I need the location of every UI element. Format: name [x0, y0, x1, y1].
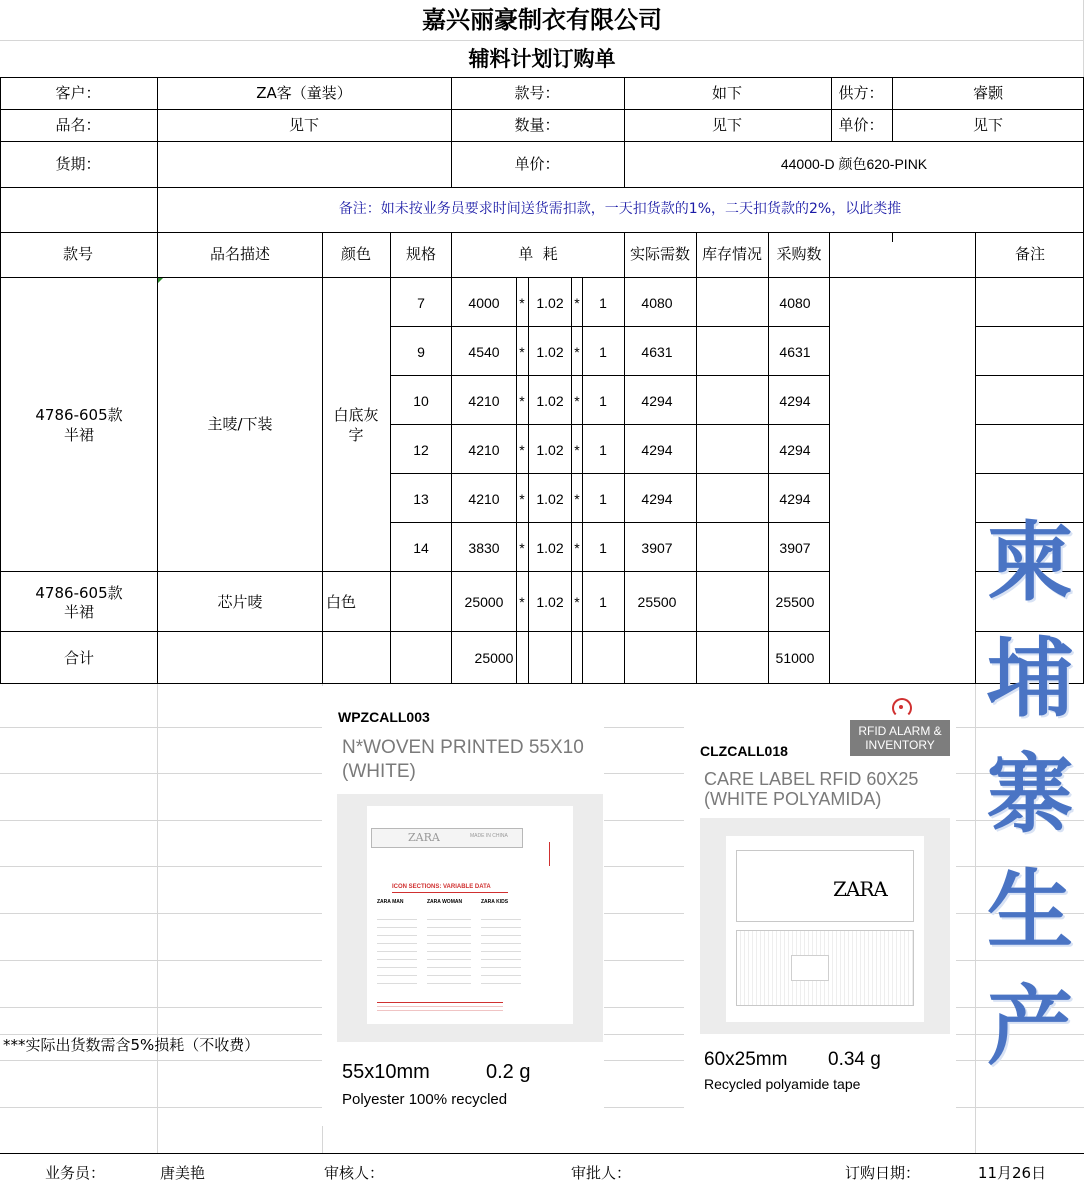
base-cell: 4210: [468, 393, 500, 409]
star-cell: *: [519, 540, 525, 556]
table-border: [0, 683, 1084, 684]
table-border: [451, 77, 452, 187]
label2-title-line2: (WHITE POLYAMIDA): [704, 789, 882, 809]
table-row: [0, 473, 1084, 522]
price-label: 单价：: [514, 155, 560, 173]
icon-list: [377, 912, 417, 986]
stamp-char: 生: [987, 860, 1073, 961]
label2-weight: 0.34 g: [828, 1049, 881, 1070]
size-cell: 14: [413, 540, 429, 556]
label2-image-panel: [700, 818, 950, 1034]
col-header-desc: 品名描述: [209, 245, 271, 263]
table-border: [0, 77, 1084, 78]
footer-border: [0, 1153, 1084, 1154]
need-cell: 4294: [641, 393, 673, 409]
total-purchase: 51000: [775, 650, 815, 666]
table-border: [624, 77, 625, 187]
group-color: 白底灰: [333, 406, 379, 424]
base-cell: 3830: [468, 540, 500, 556]
supplier-label: 供方：: [838, 84, 884, 102]
total-row: [0, 631, 1084, 683]
factor-cell: 1.02: [536, 491, 564, 507]
customer-label: 客户：: [55, 84, 101, 102]
need-cell: 4631: [641, 344, 673, 360]
stamp-char: 埔: [987, 628, 1073, 729]
note-text: 备注：如未按业务员要求时间送货需扣款，一天扣货款的1%，二天扣货款的2%，以此类推: [338, 201, 902, 217]
label2-size: 60x25mm: [704, 1049, 788, 1070]
base-cell: 4000: [468, 295, 500, 311]
table-row: [0, 326, 1084, 375]
gridline: [0, 40, 1084, 41]
label1-col-man: ZARA MAN: [377, 899, 404, 905]
base-cell: 25000: [464, 594, 504, 610]
mult-cell: 1: [599, 491, 607, 507]
col-header-size: 规格: [405, 245, 437, 263]
table-border: [892, 77, 893, 141]
loss-footnote: ***实际出货数需含5%损耗（不收费）: [3, 1036, 260, 1054]
label1-code: WPZCALL003: [338, 709, 430, 725]
label2-title: CARE LABEL RFID 60X25: [704, 769, 919, 789]
mult-cell: 1: [599, 344, 607, 360]
divider: [392, 892, 508, 893]
style-value: 如下: [711, 84, 743, 102]
table-border: [0, 187, 1084, 188]
stamp-char: 产: [987, 976, 1073, 1077]
label2-material: Recycled polyamide tape: [704, 1076, 861, 1092]
cambodia-production-stamp: [978, 512, 1082, 1120]
label1-title-line2: (WHITE): [342, 761, 416, 782]
total-base: 25000: [474, 650, 514, 666]
need-cell: 3907: [641, 540, 673, 556]
need-cell: 4080: [641, 295, 673, 311]
base-cell: 4540: [468, 344, 500, 360]
star-cell: *: [519, 344, 525, 360]
factor-cell: 1.02: [536, 594, 564, 610]
table-border: [831, 77, 832, 141]
size-cell: 13: [413, 491, 429, 507]
delivery-label: 货期：: [55, 155, 101, 173]
quantity-label: 数量：: [514, 116, 560, 134]
size-cell: 7: [417, 295, 425, 311]
rfid-chip-icon: [791, 955, 829, 981]
style-label: 款号：: [514, 84, 560, 102]
label2-rfid-antenna: [736, 930, 914, 1006]
sales-label: 业务员：: [44, 1164, 106, 1182]
col-header-need: 实际需数: [629, 245, 691, 263]
annotation-mark: [549, 842, 570, 866]
mult-cell: 1: [599, 540, 607, 556]
gridline: [157, 684, 158, 1154]
unit-price-value: 见下: [972, 116, 1004, 134]
supplier-value: 睿颢: [972, 84, 1004, 102]
total-label: 合计: [63, 649, 95, 667]
table-row: [0, 522, 1084, 571]
size-cell: 9: [417, 344, 425, 360]
reviewer-label: 审核人：: [324, 1164, 385, 1182]
col-header-style: 款号: [62, 245, 94, 263]
label-card-rfid: [684, 692, 956, 1112]
star-cell: *: [519, 393, 525, 409]
sales-value: 唐美艳: [160, 1164, 206, 1182]
factor-cell: 1.02: [536, 344, 564, 360]
product-label: 品名：: [55, 116, 101, 134]
customer-value: ZA客（童装）: [256, 84, 352, 102]
factor-cell: 1.02: [536, 442, 564, 458]
base-cell: 4210: [468, 491, 500, 507]
col-header-remark: 备注: [1014, 245, 1046, 263]
star-cell: *: [519, 594, 525, 610]
label-card-woven: [322, 686, 604, 1126]
label2-code: CLZCALL018: [700, 743, 788, 759]
approver-label: 审批人：: [571, 1164, 632, 1182]
table-border: [0, 141, 1084, 142]
label1-image-panel: [337, 794, 603, 1042]
star-cell: *: [574, 442, 580, 458]
style-cell: 4786-605款: [35, 584, 123, 602]
mult-cell: 1: [599, 442, 607, 458]
table-row: [0, 277, 1084, 326]
col-header-color: 颜色: [340, 245, 372, 263]
table-border: [0, 109, 1084, 110]
base-cell: 4210: [468, 442, 500, 458]
stamp-char: 柬: [987, 512, 1073, 613]
need-cell: 4294: [641, 442, 673, 458]
icon-list: [481, 912, 521, 986]
rfid-badge-line1: RFID ALARM &: [858, 724, 942, 738]
mult-cell: 1: [599, 594, 607, 610]
need-cell: 25500: [637, 594, 677, 610]
star-cell: *: [574, 393, 580, 409]
purchase-cell: 4294: [779, 442, 811, 458]
label1-brand: ZARA: [408, 831, 440, 844]
rfid-badge: [850, 720, 950, 756]
document-title: 辅料计划订购单: [468, 46, 616, 71]
star-cell: *: [574, 491, 580, 507]
label1-title: N*WOVEN PRINTED 55X10: [342, 737, 584, 758]
group-desc: 主唛/下装: [207, 415, 273, 433]
gridline: [975, 684, 976, 1154]
group-style: 4786-605款: [35, 406, 123, 424]
style-cell-line2: 半裙: [63, 603, 95, 621]
label2-front: [736, 850, 914, 922]
star-cell: *: [574, 295, 580, 311]
icon-list: [427, 912, 471, 986]
company-name: 嘉兴丽豪制衣有限公司: [422, 5, 662, 34]
order-date-label: 订购日期：: [845, 1164, 921, 1182]
star-cell: *: [519, 491, 525, 507]
group-style-line2: 半裙: [63, 426, 95, 444]
table-border: [975, 232, 976, 242]
purchase-cell: 4294: [779, 393, 811, 409]
table-border: [892, 232, 893, 242]
factor-cell: 1.02: [536, 393, 564, 409]
factor-cell: 1.02: [536, 540, 564, 556]
factor-cell: 1.02: [536, 295, 564, 311]
purchase-cell: 4294: [779, 491, 811, 507]
order-date-value: 11月26日: [977, 1164, 1047, 1182]
product-value: 见下: [288, 116, 320, 134]
table-row: [0, 571, 1084, 631]
quantity-value: 见下: [711, 116, 743, 134]
label1-col-woman: ZARA WOMAN: [427, 899, 463, 905]
label1-spec-sheet: [367, 806, 573, 1024]
table-row: [0, 375, 1084, 424]
size-cell: 10: [413, 393, 429, 409]
label1-material: Polyester 100% recycled: [342, 1091, 508, 1108]
label2-brand: ZARA: [833, 877, 887, 901]
size-cell: 12: [413, 442, 429, 458]
label1-woven-strip: [371, 828, 523, 848]
mult-cell: 1: [599, 295, 607, 311]
color-cell: 白色: [326, 593, 357, 611]
purchase-cell: 3907: [779, 540, 811, 556]
label1-col-kids: ZARA KIDS: [481, 899, 509, 905]
star-cell: *: [519, 442, 525, 458]
star-cell: *: [574, 344, 580, 360]
mult-cell: 1: [599, 393, 607, 409]
desc-cell: 芯片唛: [217, 593, 263, 611]
col-header-stock: 库存情况: [701, 245, 763, 263]
label2-spec-sheet: [726, 836, 924, 1022]
rfid-badge-line2: INVENTORY: [865, 738, 935, 752]
purchase-cell: 4080: [779, 295, 811, 311]
purchase-cell: 4631: [779, 344, 811, 360]
label1-icon-title: ICON SECTIONS: VARIABLE DATA: [392, 884, 491, 890]
label1-weight: 0.2 g: [486, 1061, 531, 1083]
purchase-cell: 25500: [775, 594, 815, 610]
star-cell: *: [519, 295, 525, 311]
size-rows: [0, 277, 1084, 571]
table-row: [0, 424, 1084, 473]
footnote-lines: [377, 1002, 503, 1013]
label1-made-in: MADE IN CHINA: [470, 833, 508, 839]
rfid-dot-icon: [899, 705, 903, 709]
unit-price-label: 单价：: [838, 116, 884, 134]
col-header-consumption: 单 耗: [518, 245, 558, 263]
label1-size: 55x10mm: [342, 1061, 430, 1083]
col-header-purchase: 采购数: [776, 245, 822, 263]
star-cell: *: [574, 540, 580, 556]
stamp-char: 寨: [987, 744, 1073, 845]
group-color-line2: 字: [348, 426, 364, 444]
price-value: 44000-D 颜色620-PINK: [780, 156, 928, 172]
table-border: [0, 232, 1084, 233]
need-cell: 4294: [641, 491, 673, 507]
star-cell: *: [574, 594, 580, 610]
